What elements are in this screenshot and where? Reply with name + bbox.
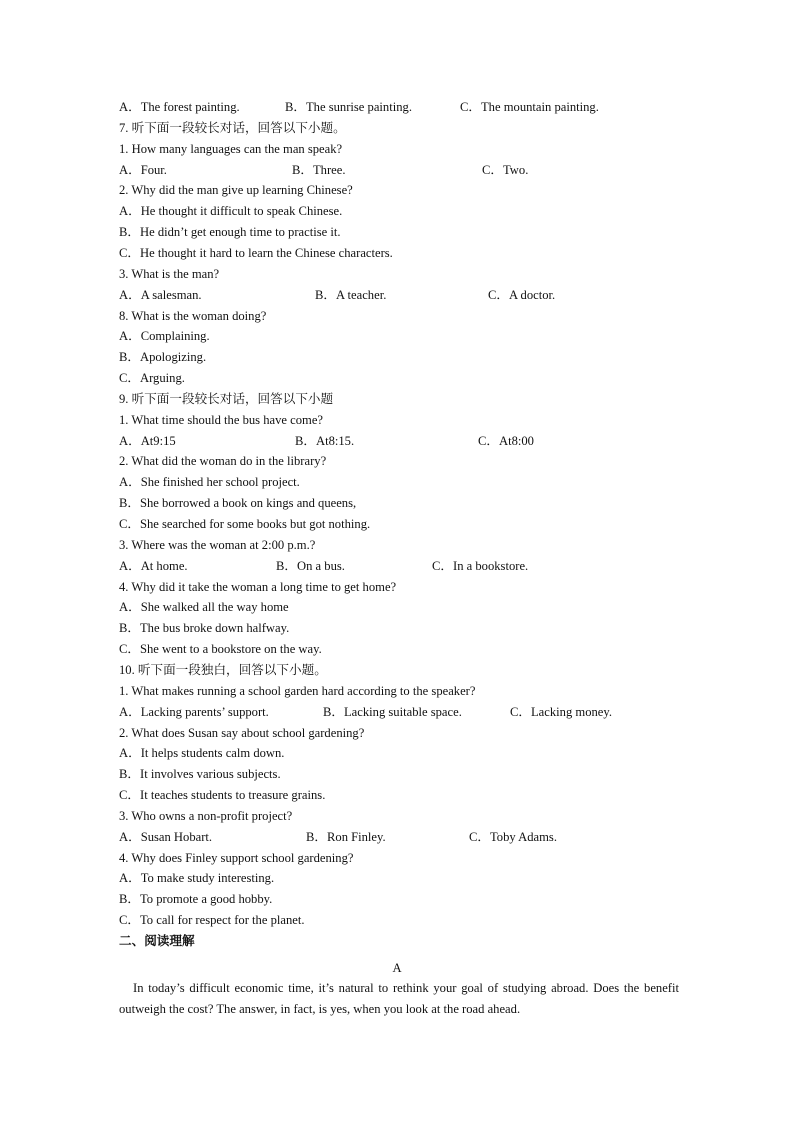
answer-option: B．Lacking suitable space. xyxy=(323,704,462,719)
text-line: C．She went to a bookstore on the way. xyxy=(119,642,322,657)
text-line: B．To promote a good hobby. xyxy=(119,892,273,907)
answer-option: C．In a bookstore. xyxy=(432,558,529,573)
answer-option: C．At8:00 xyxy=(478,433,534,448)
section-heading: 二、阅读理解 xyxy=(119,934,195,948)
text-line: 2. Why did the man give up learning Chinese? xyxy=(119,183,353,198)
text-line: A．She finished her school project. xyxy=(119,475,300,490)
text-line: 3. Who owns a non-profit project? xyxy=(119,808,293,823)
text-line: B．The bus broke down halfway. xyxy=(119,621,290,636)
answer-option: B．Ron Finley. xyxy=(306,829,386,844)
answer-option: C．Toby Adams. xyxy=(469,829,557,844)
text-line: 9. 听下面一段较长对话，回答以下小题 xyxy=(119,391,334,406)
answer-option: A．Four. xyxy=(119,162,167,177)
passage-paragraph: In today’s difficult economic time, it’s natural to rethink your goal of studying abroad. Does the benefit outweigh the cost? The answer, in fact, is yes, when you look at the road ahead. xyxy=(119,981,679,1016)
text-line: 10. 听下面一段独白，回答以下小题。 xyxy=(119,662,327,677)
text-line: 4. Why does Finley support school gardening? xyxy=(119,850,354,865)
text-line: 7. 听下面一段较长对话，回答以下小题。 xyxy=(119,120,346,135)
answer-option: C．A doctor. xyxy=(488,287,556,302)
answer-option: A．The forest painting. xyxy=(119,100,240,114)
text-line: A．He thought it difficult to speak Chinese. xyxy=(119,204,343,219)
text-line: C．Arguing. xyxy=(119,371,185,386)
answer-option: A．At home. xyxy=(119,558,188,573)
text-line: 1. How many languages can the man speak? xyxy=(119,141,343,156)
text-line: B．He didn’t get enough time to practise it. xyxy=(119,225,341,240)
text-line: C．He thought it hard to learn the Chinese characters. xyxy=(119,245,393,260)
text-line: B．It involves various subjects. xyxy=(119,767,281,782)
answer-option: A．Lacking parents’ support. xyxy=(119,704,269,719)
text-line: 2. What did the woman do in the library? xyxy=(119,454,327,469)
text-line: A．She walked all the way home xyxy=(119,600,289,615)
text-line: B．She borrowed a book on kings and queens, xyxy=(119,496,357,511)
answer-option: A．A salesman. xyxy=(119,287,202,302)
answer-option: A．At9:15 xyxy=(119,433,176,448)
answer-option: B．Three. xyxy=(292,162,346,177)
answer-option: B．The sunrise painting. xyxy=(285,100,412,114)
text-line: 3. What is the man? xyxy=(119,266,220,281)
answer-option: B．At8:15. xyxy=(295,433,355,448)
answer-option: B．On a bus. xyxy=(276,558,345,573)
text-line: 3. Where was the woman at 2:00 p.m.? xyxy=(119,537,316,552)
text-line: A．Complaining. xyxy=(119,329,210,344)
answer-option: B．A teacher. xyxy=(315,287,387,302)
text-line: B．Apologizing. xyxy=(119,350,207,365)
text-line: 4. Why did it take the woman a long time to get home? xyxy=(119,579,397,594)
text-line: 8. What is the woman doing? xyxy=(119,308,267,323)
text-line: C．To call for respect for the planet. xyxy=(119,913,305,928)
answer-option: C．Lacking money. xyxy=(510,704,613,719)
text-line: A．It helps students calm down. xyxy=(119,746,285,761)
answer-option: A．Susan Hobart. xyxy=(119,829,213,844)
text-line: 2. What does Susan say about school gardening? xyxy=(119,725,365,740)
text-line: A．To make study interesting. xyxy=(119,871,275,886)
text-line: 1. What time should the bus have come? xyxy=(119,412,324,427)
passage-heading: A xyxy=(392,961,402,975)
text-line: C．It teaches students to treasure grains. xyxy=(119,788,326,803)
answer-option: C．Two. xyxy=(482,162,529,177)
text-line: C．She searched for some books but got nothing. xyxy=(119,517,371,531)
answer-option: C．The mountain painting. xyxy=(460,100,599,114)
text-line: 1. What makes running a school garden hard according to the speaker? xyxy=(119,683,476,698)
